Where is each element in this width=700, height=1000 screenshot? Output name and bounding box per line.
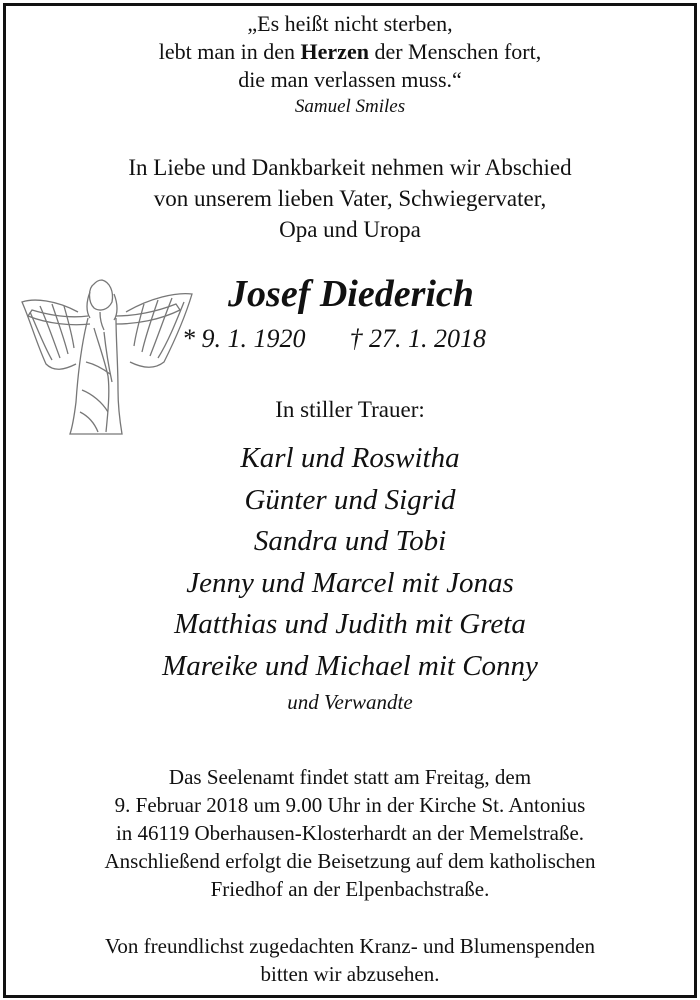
life-dates [182,322,486,356]
relatives-note: und Verwandte [287,690,413,714]
flowers-line: bitten wir abzusehen. [260,962,440,986]
flowers-note [6,932,694,988]
obituary-card [3,3,697,998]
intro-line: In Liebe und Dankbarkeit nehmen wir Abschied [128,155,572,180]
mourners-list [6,438,694,717]
mourner-family: Matthias und Judith mit Greta [174,608,526,640]
mourning-label: In stiller Trauer: [275,397,425,422]
flowers-line: Von freundlichst zugedachten Kranz- und Blumenspenden [104,934,596,958]
quote-author: Samuel Smiles [294,96,406,117]
birth-date: * 9. 1. 1920 [182,324,306,353]
service-line: Anschließend erfolgt die Beisetzung auf dem katholischen [104,849,596,873]
quote-block [6,10,694,120]
quote-emphasis: Herzen [300,39,369,64]
service-line: in 46119 Oberhausen-Klosterhardt an der Memelstraße. [115,821,585,845]
quote-line-3: die man verlassen muss.“ [238,67,462,92]
quote-line-2 [6,38,694,66]
service-line: Friedhof an der Elpenbachstraße. [210,877,490,901]
death-date: † 27. 1. 2018 [349,324,486,353]
service-line: 9. Februar 2018 um 9.00 Uhr in der Kirche St. Antonius [114,793,586,817]
service-info [6,763,694,903]
intro-line: Opa und Uropa [279,217,421,242]
intro-line: von unserem lieben Vater, Schwiegervater, [153,186,547,211]
mourner-family: Sandra und Tobi [253,525,447,557]
mourner-family: Mareike und Michael mit Conny [162,649,538,682]
mourner-family: Karl und Roswitha [240,442,460,474]
service-line: Das Seelenamt findet statt am Freitag, dem [168,765,532,789]
mourner-family: Günter und Sigrid [244,483,456,516]
intro-text [6,152,694,245]
quote-line-2-pre: lebt man in den [158,39,301,64]
deceased-name: Josef Diederich [228,273,474,315]
mourner-family: Jenny und Marcel mit Jonas [186,566,514,599]
quote-line-2-post: der Menschen fort, [368,39,542,64]
quote-line-1: „Es heißt nicht sterben, [247,11,453,36]
